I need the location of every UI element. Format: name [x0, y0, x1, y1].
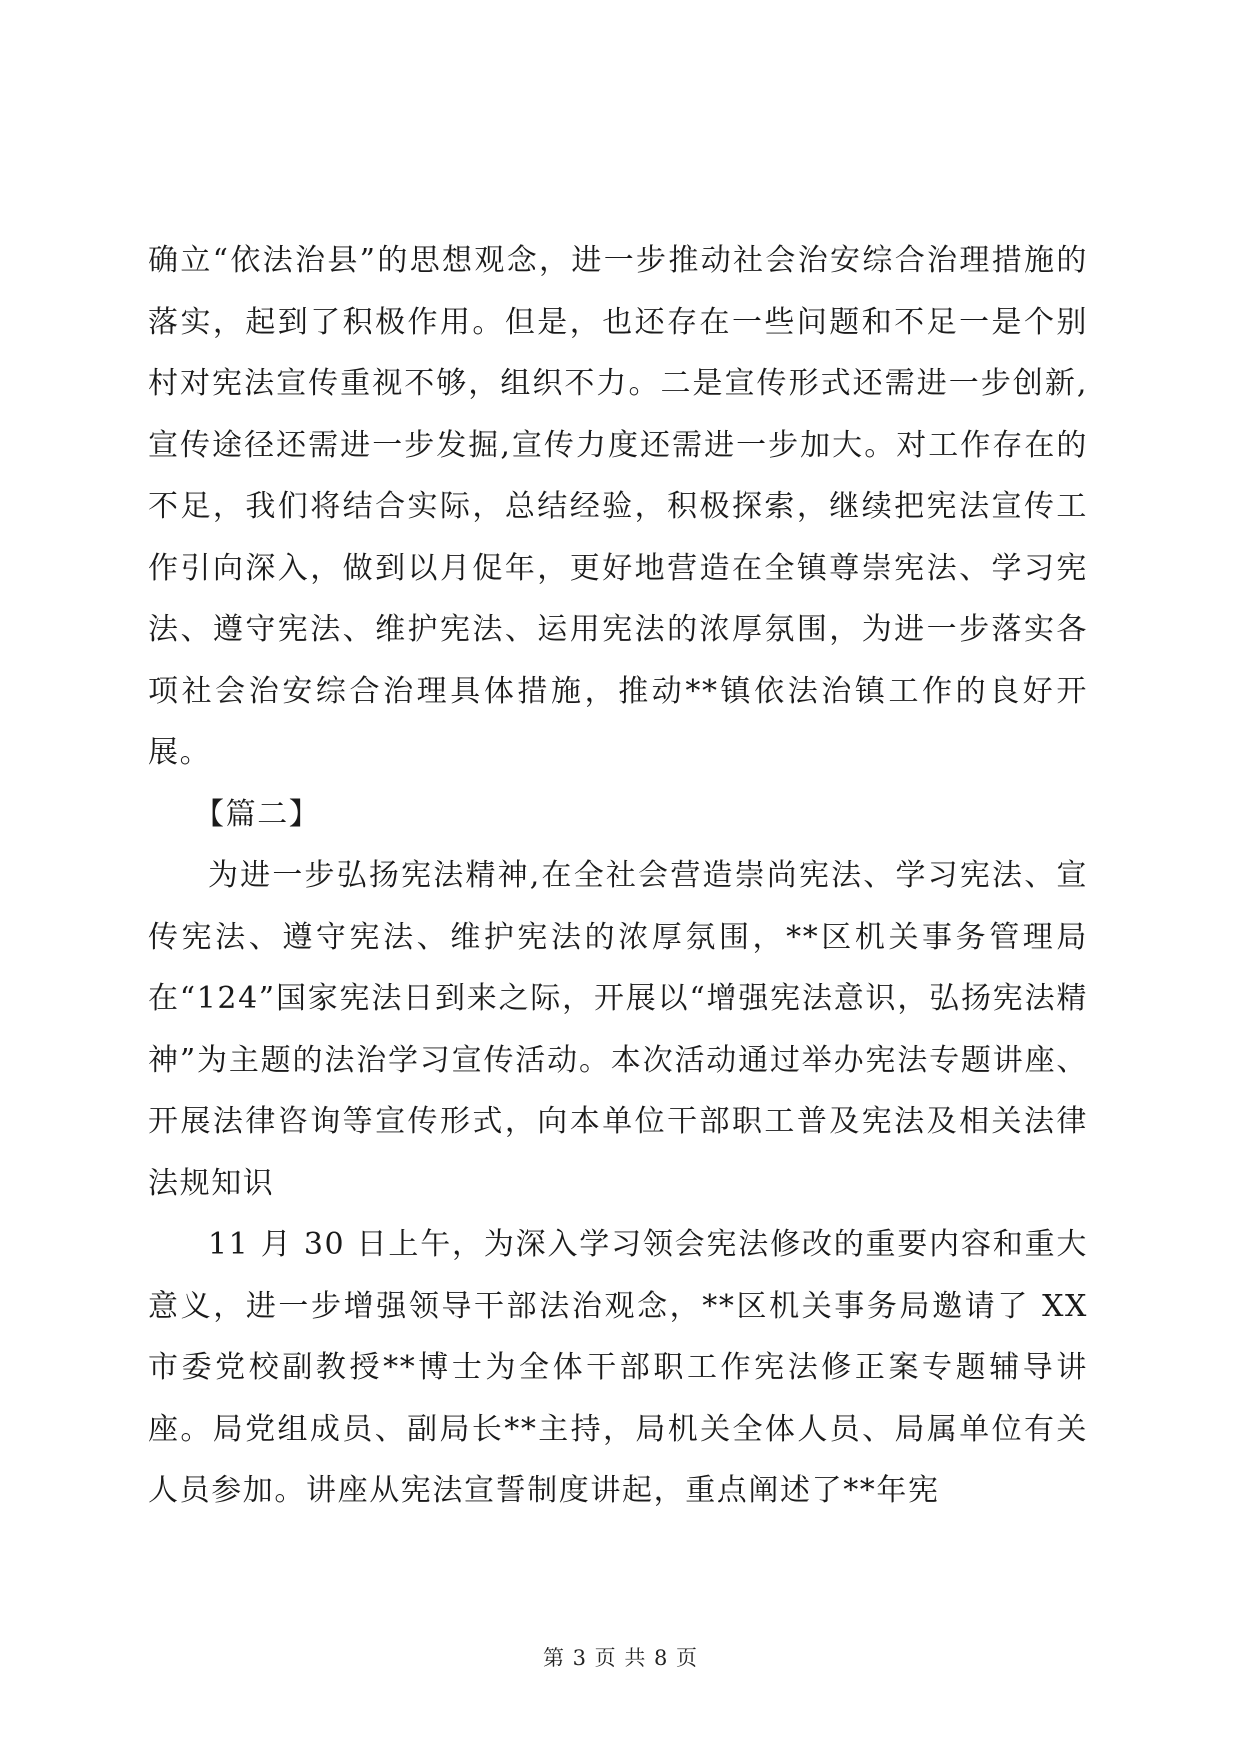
section-heading: 【篇二】	[194, 796, 321, 832]
paragraph-intro: 为进一步弘扬宪法精神,在全社会营造崇尚宪法、学习宪法、宣传宪法、遵守宪法、维护宪法的浓厚氛围，**区机关事务管理局在“124”国家宪法日到来之际，开展以“增强宪法意识，弘扬宪法精神”为主题的法治学习宣传活动。本次活动通过举办宪法专题讲座、开展法律咨询等宣传形式，向本单位干部职工普及宪法及相关法律法规知识	[148, 858, 1088, 1201]
paragraph-lecture: 11 月 30 日上午，为深入学习领会宪法修改的重要内容和重大意义，进一步增强领导干部法治观念，**区机关事务局邀请了 XX 市委党校副教授**博士为全体干部职工作宪法修正案专题辅导讲座。局党组成员、副局长**主持，局机关全体人员、局属单位有关人员参加。讲座从宪法宣誓制度讲起，重点阐述了**年宪	[148, 1227, 1088, 1508]
paragraph-continuation: 确立“依法治县”的思想观念，进一步推动社会治安综合治理措施的落实，起到了积极作用。但是，也还存在一些问题和不足一是个别村对宪法宣传重视不够，组织不力。二是宣传形式还需进一步创新,宣传途径还需进一步发掘,宣传力度还需进一步加大。对工作存在的不足，我们将结合实际，总结经验，积极探索，继续把宪法宣传工作引向深入，做到以月促年，更好地营造在全镇尊崇宪法、学习宪法、遵守宪法、维护宪法、运用宪法的浓厚氛围，为进一步落实各项社会治安综合治理具体措施，推动**镇依法治镇工作的良好开展。	[148, 243, 1088, 770]
page-number-footer: 第 3 页 共 8 页	[542, 1646, 699, 1670]
document-body	[148, 230, 1088, 1522]
